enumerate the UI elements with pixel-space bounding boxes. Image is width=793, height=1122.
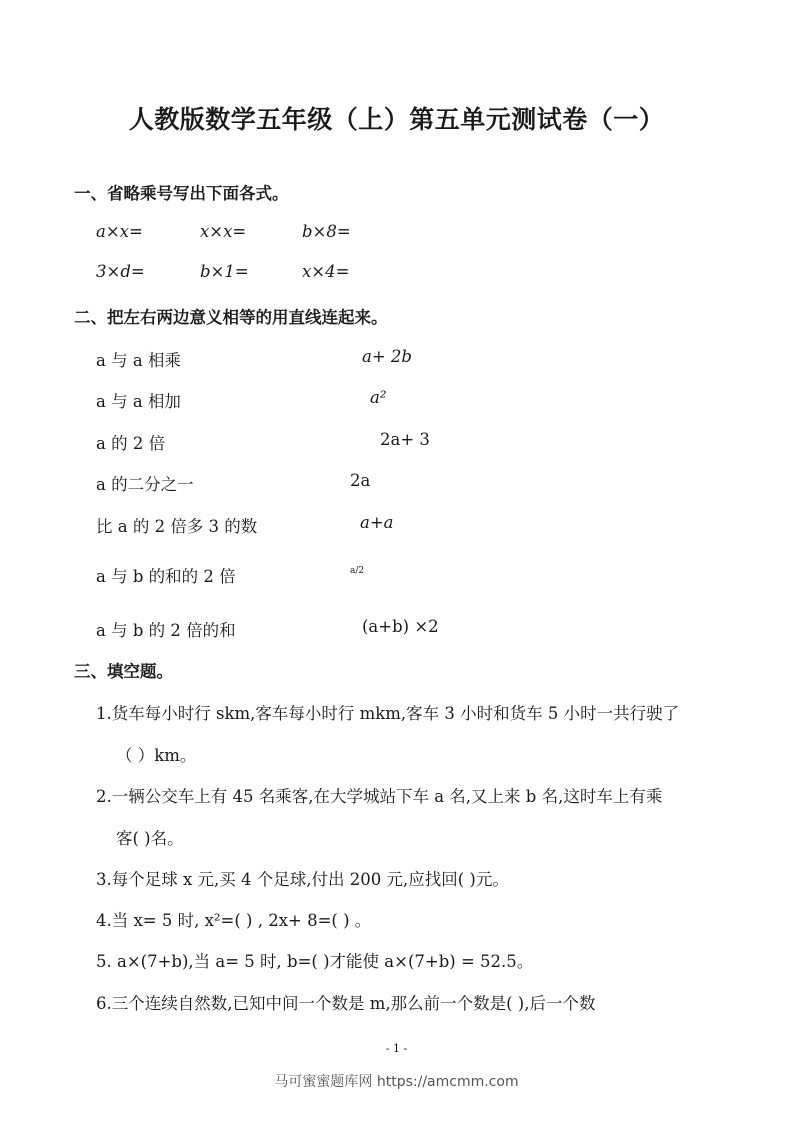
- match-left-item: a 的 2 倍: [96, 434, 166, 453]
- footer-watermark: 马可蜜蜜题库网 https://amcmm.com: [274, 1074, 519, 1090]
- s1-item: b×8=: [302, 222, 351, 241]
- question-1-line-1: 1.货车每小时行 skm,客车每小时行 mkm,客车 3 小时和货车 5 小时一共行驶了: [96, 704, 680, 723]
- match-left-item: a 与 a 相加: [96, 392, 181, 411]
- s1-item: 3×d=: [96, 262, 145, 281]
- match-right-item: a+ 2b: [362, 347, 412, 366]
- s1-item: b×1=: [200, 262, 249, 281]
- match-right-item: a²: [370, 388, 387, 407]
- question-2-line-1: 2.一辆公交车上有 45 名乘客,在大学城站下车 a 名,又上来 b 名,这时车上有乘: [96, 787, 663, 806]
- section-3-heading: 三、填空题。: [74, 662, 173, 681]
- question-1-line-2: （ ）km。: [116, 746, 197, 765]
- match-left-item: a 与 b 的 2 倍的和: [96, 621, 236, 640]
- section-2-heading: 二、把左右两边意义相等的用直线连起来。: [74, 308, 388, 327]
- s1-item: x×4=: [302, 262, 350, 281]
- match-right-item: 2a+ 3: [380, 430, 430, 449]
- match-left-item: a 的二分之一: [96, 475, 194, 494]
- match-left-item: a 与 b 的和的 2 倍: [96, 567, 236, 586]
- match-right-item: a+a: [360, 513, 394, 532]
- page-title: 人教版数学五年级（上）第五单元测试卷（一）: [128, 105, 665, 134]
- question-6: 6.三个连续自然数,已知中间一个数是 m,那么前一个数是( ),后一个数: [96, 994, 596, 1013]
- section-1-heading: 一、省略乘号写出下面各式。: [74, 184, 289, 203]
- match-right-item: (a+b) ×2: [362, 617, 439, 636]
- match-right-item: a/2: [350, 566, 365, 576]
- question-5: 5. a×(7+b),当 a= 5 时, b=( )才能使 a×(7+b) = 52.5。: [96, 952, 534, 971]
- s1-item: x×x=: [200, 222, 247, 241]
- page-number: - 1 -: [385, 1042, 408, 1055]
- match-left-item: a 与 a 相乘: [96, 351, 181, 370]
- match-left-item: 比 a 的 2 倍多 3 的数: [96, 517, 258, 536]
- s1-item: a×x=: [96, 222, 143, 241]
- question-2-line-2: 客( )名。: [116, 829, 184, 848]
- question-4: 4.当 x= 5 时, x²=( ) , 2x+ 8=( ) 。: [96, 911, 372, 930]
- match-right-item: 2a: [350, 471, 371, 490]
- question-3: 3.每个足球 x 元,买 4 个足球,付出 200 元,应找回( )元。: [96, 870, 509, 889]
